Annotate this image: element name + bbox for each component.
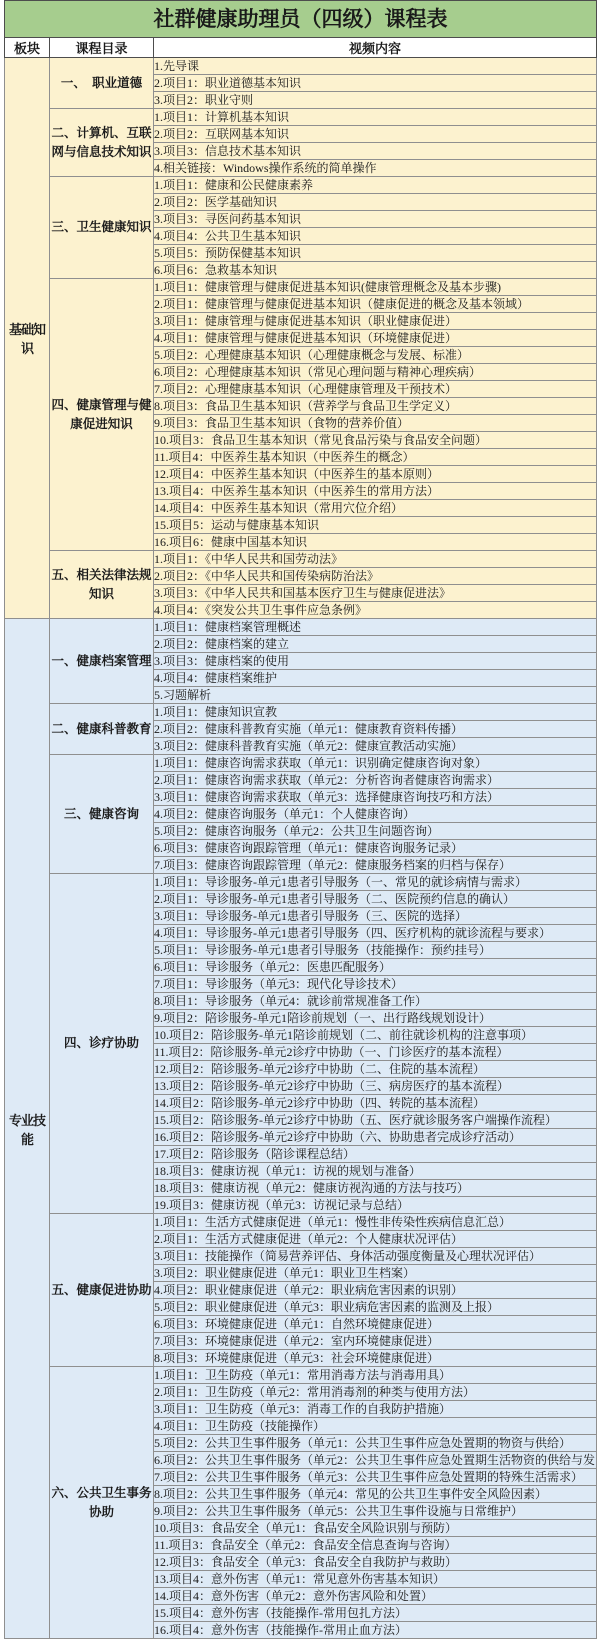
video-item: 5.项目2：职业健康促进（单元3：职业病危害因素的监测及上报） <box>154 1299 597 1316</box>
section-label: 一、 职业道德 <box>50 58 154 109</box>
table-row <box>5 58 597 75</box>
video-item: 3.项目2：职业守则 <box>154 92 597 109</box>
video-item: 7.项目3：健康咨询跟踪管理（单元2：健康服务档案的归档与保存） <box>154 857 597 874</box>
video-item: 2.项目1：导诊服务-单元1患者引导服务（二、医院预约信息的确认） <box>154 891 597 908</box>
section-label: 三、卫生健康知识 <box>50 177 154 279</box>
section-label: 四、诊疗协助 <box>50 874 154 1214</box>
video-item: 5.习题解析 <box>154 687 597 704</box>
video-item: 3.项目3：信息技术基本知识 <box>154 143 597 160</box>
video-item: 4.项目4：健康档案维护 <box>154 670 597 687</box>
video-item: 8.项目3：食品卫生基本知识（营养学与食品卫生学定义） <box>154 398 597 415</box>
video-item: 6.项目2：心理健康基本知识（常见心理问题与精神心理疾病） <box>154 364 597 381</box>
video-item: 10.项目3：食品卫生基本知识（常见食品污染与食品安全问题） <box>154 432 597 449</box>
video-item: 4.项目4：公共卫生基本知识 <box>154 228 597 245</box>
video-item: 1.项目1：《中华人民共和国劳动法》 <box>154 551 597 568</box>
video-item: 4.项目2：职业健康促进（单元2：职业病危害因素的识别） <box>154 1282 597 1299</box>
video-item: 10.项目3：食品安全（单元1：食品安全风险识别与预防） <box>154 1520 597 1537</box>
video-item: 2.项目2：健康档案的建立 <box>154 636 597 653</box>
video-item: 2.项目1：职业道德基本知识 <box>154 75 597 92</box>
video-item: 11.项目3：食品安全（单元2：食品安全信息查询与咨询） <box>154 1537 597 1554</box>
video-item: 8.项目2：公共卫生事件服务（单元4：常见的公共卫生事件安全风险因素） <box>154 1486 597 1503</box>
video-item: 1.项目1：卫生防疫（单元1：常用消毒方法与消毒用具） <box>154 1367 597 1384</box>
video-item: 7.项目1：导诊服务（单元3：现代化导诊技术） <box>154 976 597 993</box>
video-item: 2.项目2：健康科普教育实施（单元1：健康教育资料传播） <box>154 721 597 738</box>
video-item: 12.项目2：陪诊服务-单元2诊疗中协助（二、住院的基本流程） <box>154 1061 597 1078</box>
video-item: 6.项目3：环境健康促进（单元1：自然环境健康促进） <box>154 1316 597 1333</box>
table-row <box>5 1214 597 1231</box>
video-item: 6.项目2：公共卫生事件服务（单元2：公共卫生事件应急处置期生活物资的供给与发 <box>154 1453 596 1467</box>
video-item: 2.项目2：《中华人民共和国传染病防治法》 <box>154 568 597 585</box>
block-label: 基础知识 <box>5 58 50 619</box>
video-item: 7.项目2：心理健康基本知识（心理健康管理及干预技术） <box>154 381 597 398</box>
video-item: 1.项目1：导诊服务-单元1患者引导服务（一、常见的就诊病情与需求） <box>154 874 597 891</box>
section-label: 三、健康咨询 <box>50 755 154 874</box>
table-row <box>5 755 597 772</box>
video-item: 1.项目1：生活方式健康促进（单元1：慢性非传染性疾病信息汇总） <box>154 1214 597 1231</box>
video-item: 1.项目1：健康档案管理概述 <box>154 619 597 636</box>
video-item: 7.项目3：环境健康促进（单元2：室内环境健康促进） <box>154 1333 597 1350</box>
video-item: 4.相关链接：Windows操作系统的简单操作 <box>154 160 597 177</box>
video-item: 14.项目4：中医养生基本知识（常用穴位介绍） <box>154 500 597 517</box>
table-row <box>5 874 597 891</box>
video-item: 13.项目2：陪诊服务-单元2诊疗中协助（三、病房医疗的基本流程） <box>154 1078 597 1095</box>
video-item: 5.项目2：健康咨询服务（单元2：公共卫生问题咨询） <box>154 823 597 840</box>
video-item: 10.项目2：陪诊服务-单元1陪诊前规划（二、前往就诊机构的注意事项） <box>154 1027 597 1044</box>
video-item: 17.项目2：陪诊服务（陪诊课程总结） <box>154 1146 597 1163</box>
table-row <box>5 704 597 721</box>
video-item: 13.项目4：中医养生基本知识（中医养生的常用方法） <box>154 483 597 500</box>
course-table-body <box>5 58 597 1639</box>
video-item: 3.项目2：健康科普教育实施（单元2：健康宣教活动实施） <box>154 738 597 755</box>
video-item: 3.项目1：导诊服务-单元1患者引导服务（三、医院的选择） <box>154 908 597 925</box>
video-item: 16.项目4：意外伤害（技能操作-常用止血方法） <box>154 1622 597 1639</box>
video-item: 11.项目2：陪诊服务-单元2诊疗中协助（一、门诊医疗的基本流程） <box>154 1044 597 1061</box>
video-item: 6.项目6：急救基本知识 <box>154 262 597 279</box>
video-item: 12.项目3：食品安全（单元3：食品安全自我防护与救助） <box>154 1554 597 1571</box>
block-label: 专业技能 <box>5 619 50 1639</box>
video-item: 16.项目2：陪诊服务-单元2诊疗中协助（六、协助患者完成诊疗活动） <box>154 1129 597 1146</box>
page-title: 社群健康助理员（四级）课程表 <box>4 0 597 37</box>
video-item: 6.项目3：健康咨询跟踪管理（单元1：健康咨询服务记录） <box>154 840 597 857</box>
video-item: 15.项目2：陪诊服务-单元2诊疗中协助（五、医疗就诊服务客户端操作流程） <box>154 1112 597 1129</box>
video-item: 15.项目5：运动与健康基本知识 <box>154 517 597 534</box>
video-item: 3.项目1：技能操作（简易营养评估、身体活动强度衡量及心理状况评估） <box>154 1248 597 1265</box>
video-item: 1.项目1：健康管理与健康促进基本知识(健康管理概念及基本步骤) <box>154 279 597 296</box>
table-row <box>5 109 597 126</box>
video-item: 3.项目1：健康管理与健康促进基本知识（职业健康促进） <box>154 313 597 330</box>
table-row <box>5 177 597 194</box>
video-item: 5.项目1：导诊服务-单元1患者引导服务（技能操作：预约挂号） <box>154 942 597 959</box>
spreadsheet <box>4 0 597 1639</box>
video-item: 14.项目2：陪诊服务-单元2诊疗中协助（四、转院的基本流程） <box>154 1095 597 1112</box>
course-table <box>4 37 597 1639</box>
column-header-catalog: 课程目录 <box>50 38 154 58</box>
section-label: 五、相关法律法规知识 <box>50 551 154 619</box>
video-item: 8.项目3：环境健康促进（单元3：社会环境健康促进） <box>154 1350 597 1367</box>
section-label: 一、健康档案管理 <box>50 619 154 704</box>
section-label: 二、健康科普教育 <box>50 704 154 755</box>
header-row <box>5 38 597 58</box>
table-row <box>5 551 597 568</box>
video-item: 1.项目1：计算机基本知识 <box>154 109 597 126</box>
video-item: 4.项目1：卫生防疫（技能操作） <box>154 1418 597 1435</box>
video-item: 1.先导课 <box>154 58 597 75</box>
video-item: 4.项目4：《突发公共卫生事件应急条例》 <box>154 602 597 619</box>
video-item: 18.项目3：健康访视（单元1：访视的规划与准备） <box>154 1163 597 1180</box>
video-item: 7.项目2：公共卫生事件服务（单元3：公共卫生事件应急处置期的特殊生活需求） <box>154 1469 597 1486</box>
video-item: 8.项目1：导诊服务（单元4：就诊前常规准备工作） <box>154 993 597 1010</box>
video-item: 2.项目1：健康咨询需求获取（单元2：分析咨询者健康咨询需求） <box>154 772 597 789</box>
column-header-block: 板块 <box>5 38 50 58</box>
video-item: 16.项目6：健康中国基本知识 <box>154 534 597 551</box>
video-item: 13.项目4：意外伤害（单元1：常见意外伤害基本知识） <box>154 1571 597 1588</box>
video-item: 9.项目2：公共卫生事件服务（单元5：公共卫生事件设施与日常维护） <box>154 1503 597 1520</box>
video-item: 6.项目1：导诊服务（单元2：医患匹配服务） <box>154 959 597 976</box>
video-item: 2.项目1：卫生防疫（单元2：常用消毒剂的种类与使用方法） <box>154 1384 597 1401</box>
video-item: 2.项目2：互联网基本知识 <box>154 126 597 143</box>
video-item: 11.项目4：中医养生基本知识（中医养生的概念） <box>154 449 597 466</box>
section-label: 六、公共卫生事务协助 <box>50 1367 154 1639</box>
video-item: 9.项目2：陪诊服务-单元1陪诊前规划（一、出行路线规划设计） <box>154 1010 597 1027</box>
table-row <box>5 279 597 296</box>
video-item: 14.项目4：意外伤害（单元2：意外伤害风险和处置） <box>154 1588 597 1605</box>
section-label: 二、计算机、互联网与信息技术知识 <box>50 109 154 177</box>
video-item: 4.项目2：健康咨询服务（单元1：个人健康咨询） <box>154 806 597 823</box>
video-item: 9.项目3：食品卫生基本知识（食物的营养价值） <box>154 415 597 432</box>
video-item: 3.项目2：职业健康促进（单元1：职业卫生档案） <box>154 1265 597 1282</box>
video-item: 18.项目3：健康访视（单元2：健康访视沟通的方法与技巧） <box>154 1180 597 1197</box>
section-label: 四、健康管理与健康促进知识 <box>50 279 154 551</box>
video-item: 3.项目3：健康档案的使用 <box>154 653 597 670</box>
video-item: 3.项目3：寻医问药基本知识 <box>154 211 597 228</box>
video-item: 15.项目4：意外伤害（技能操作-常用包扎方法） <box>154 1605 597 1622</box>
video-item: 3.项目1：卫生防疫（单元3：消毒工作的自我防护措施） <box>154 1401 597 1418</box>
video-item: 2.项目1：生活方式健康促进（单元2：个人健康状况评估） <box>154 1231 597 1248</box>
video-item: 4.项目1：导诊服务-单元1患者引导服务（四、医疗机构的就诊流程与要求） <box>154 925 597 942</box>
video-item: 3.项目1：健康咨询需求获取（单元3：选择健康咨询技巧和方法） <box>154 789 597 806</box>
video-item: 5.项目2：公共卫生事件服务（单元1：公共卫生事件应急处置期的物资与供给） <box>154 1435 597 1452</box>
video-item: 12.项目4：中医养生基本知识（中医养生的基本原则） <box>154 466 597 483</box>
video-item: 2.项目2：医学基础知识 <box>154 194 597 211</box>
video-item: 19.项目3：健康访视（单元3：访视记录与总结） <box>154 1197 597 1214</box>
video-item: 1.项目1：健康和公民健康素养 <box>154 177 597 194</box>
video-item: 5.项目2：心理健康基本知识（心理健康概念与发展、标准） <box>154 347 597 364</box>
column-header-video: 视频内容 <box>154 38 597 58</box>
video-item: 4.项目1：健康管理与健康促进基本知识（环境健康促进） <box>154 330 597 347</box>
video-item: 5.项目5：预防保健基本知识 <box>154 245 597 262</box>
video-item: 3.项目3：《中华人民共和国基本医疗卫生与健康促进法》 <box>154 585 597 602</box>
video-item: 1.项目1：健康咨询需求获取（单元1：识别确定健康咨询对象） <box>154 755 597 772</box>
video-item: 1.项目1：健康知识宣教 <box>154 704 597 721</box>
section-label: 五、健康促进协助 <box>50 1214 154 1367</box>
video-item: 2.项目1：健康管理与健康促进基本知识（健康促进的概念及基本领域） <box>154 296 597 313</box>
table-row <box>5 1367 597 1384</box>
table-row <box>5 619 597 636</box>
